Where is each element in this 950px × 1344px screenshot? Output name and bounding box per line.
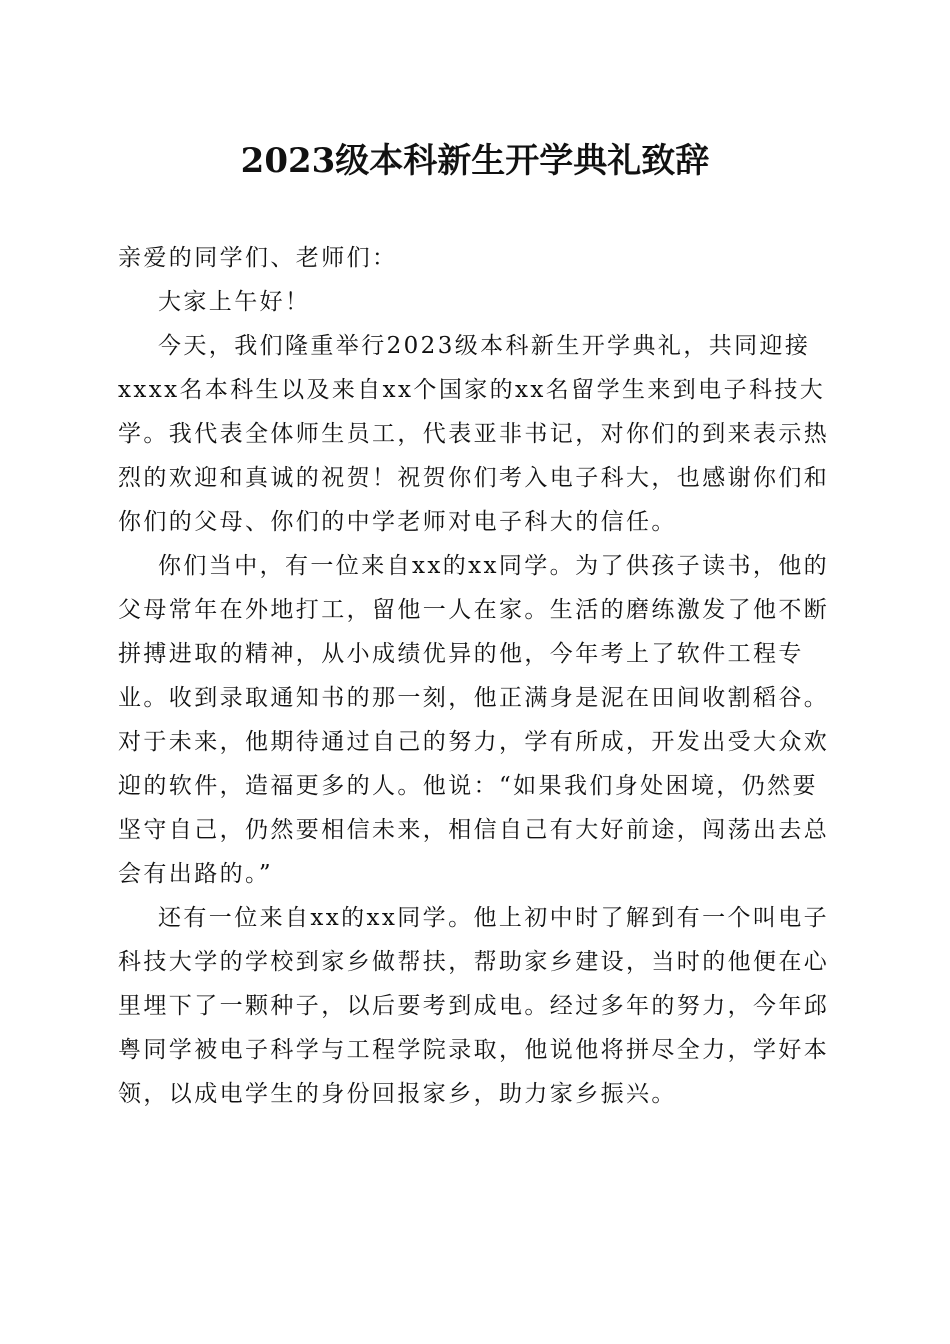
document-body bbox=[118, 236, 840, 1116]
paragraph-student-story-1: 你们当中，有一位来自xx的xx同学。为了供孩子读书，他的父母常年在外地打工，留他一人在家。生活的磨练激发了他不断拼搏进取的精神，从小成绩优异的他，今年考上了软件工程专业。收到录取通知书的那一刻，他正满身是泥在田间收割稻谷。对于未来，他期待通过自己的努力，学有所成，开发出受大众欢迎的软件，造福更多的人。他说：“如果我们身处困境，仍然要坚守自己，仍然要相信未来，相信自己有大好前途，闯荡出去总会有出路的。” bbox=[118, 553, 830, 887]
document-title: 2023级本科新生开学典礼致辞 bbox=[240, 141, 710, 181]
paragraph-welcome: 今天，我们隆重举行2023级本科新生开学典礼，共同迎接xxxx名本科生以及来自xx个国家的xx名留学生来到电子科技大学。我代表全体师生员工，代表亚非书记，对你们的到来表示热烈的欢迎和真诚的祝贺！祝贺你们考入电子科大，也感谢你们和你们的父母、你们的中学老师对电子科大的信任。 bbox=[118, 333, 830, 535]
paragraph-greeting: 大家上午好！ bbox=[158, 289, 311, 315]
salutation: 亲爱的同学们、老师们： bbox=[118, 245, 398, 271]
paragraph-student-story-2: 还有一位来自xx的xx同学。他上初中时了解到有一个叫电子科技大学的学校到家乡做帮扶，帮助家乡建设，当时的他便在心里埋下了一颗种子，以后要考到成电。经过多年的努力，今年邱粤同学被电子科学与工程学院录取，他说他将拼尽全力，学好本领，以成电学生的身份回报家乡，助力家乡振兴。 bbox=[118, 905, 830, 1107]
